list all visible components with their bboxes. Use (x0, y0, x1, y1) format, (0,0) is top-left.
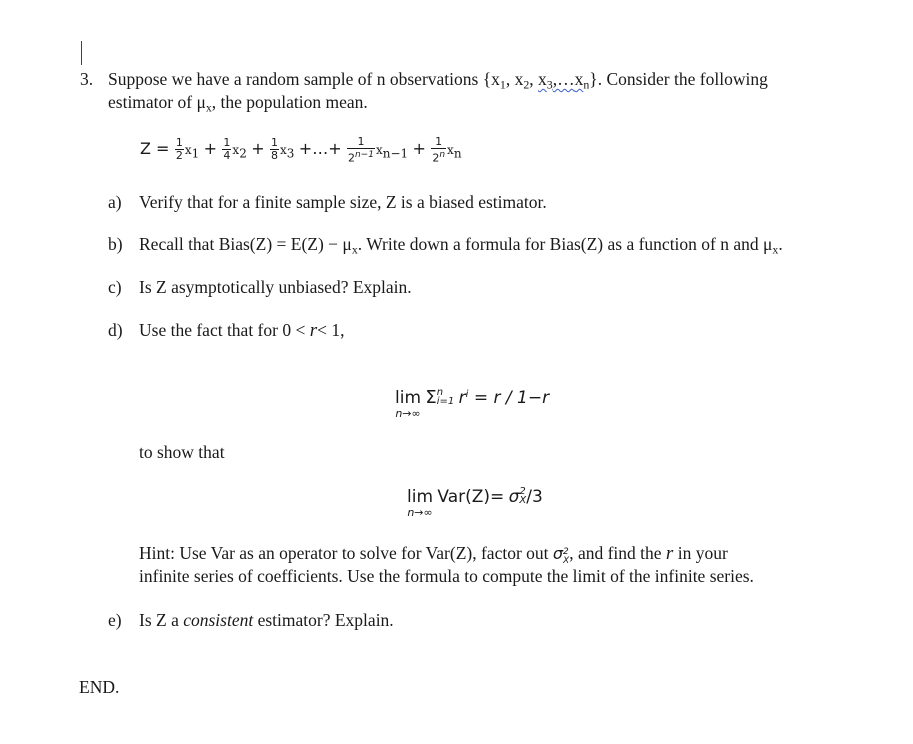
hint-line-1: Hint: Use Var as an operator to solve for Var(Z), factor out σ 2 X , and find the r in your (139, 543, 728, 566)
estimator-formula: Z = $\frac{1}{2}$ $x_1$ + $\frac{1}{4}$ $x_2$ + $\frac{1}{8}$ $x_3$ +…+ $\frac{1}{2^{n-1}}$ $x_{n-1}$ + $\frac{1}{2^n}$ $x_n$ (140, 134, 462, 165)
question-line-1: Suppose we have a random sample of n observations {$x_1$, $x_2$, $x_3,\dots x_n$}. Consider the following (108, 69, 768, 92)
end-marker: END. (79, 677, 120, 697)
part-e-text: Is Z a consistent estimator? Explain. (139, 610, 394, 630)
question-line-2: estimator of $\mu_x$, the population mean. (108, 92, 368, 115)
limit-variance-equation: lim n→∞ Var(Z)= σ 2 X /3 (407, 486, 543, 519)
part-d-text: Use the fact that for 0 < r< 1, (139, 320, 345, 341)
part-d-label: d) (108, 320, 123, 340)
part-c-label: c) (108, 277, 122, 297)
question-number: 3. (80, 69, 94, 89)
text-cursor (81, 41, 82, 65)
hint-line-2: infinite series of coefficients. Use the formula to compute the limit of the infinite series. (139, 566, 754, 586)
limit-sum-equation: lim n→∞ Σ n i=1 $r^i = r / 1-r$ (395, 387, 550, 420)
part-e-label: e) (108, 610, 122, 630)
part-a-text: Verify that for a finite sample size, Z is a biased estimator. (139, 192, 547, 212)
part-b-label: b) (108, 234, 123, 254)
to-show-that: to show that (139, 442, 225, 462)
part-b-text: Recall that Bias(Z) = $E(Z) - \mu_x$. Write down a formula for Bias(Z) as a function of n and $\mu_x$. (139, 234, 783, 257)
part-a-label: a) (108, 192, 122, 212)
part-c-text: Is Z asymptotically unbiased? Explain. (139, 277, 412, 297)
